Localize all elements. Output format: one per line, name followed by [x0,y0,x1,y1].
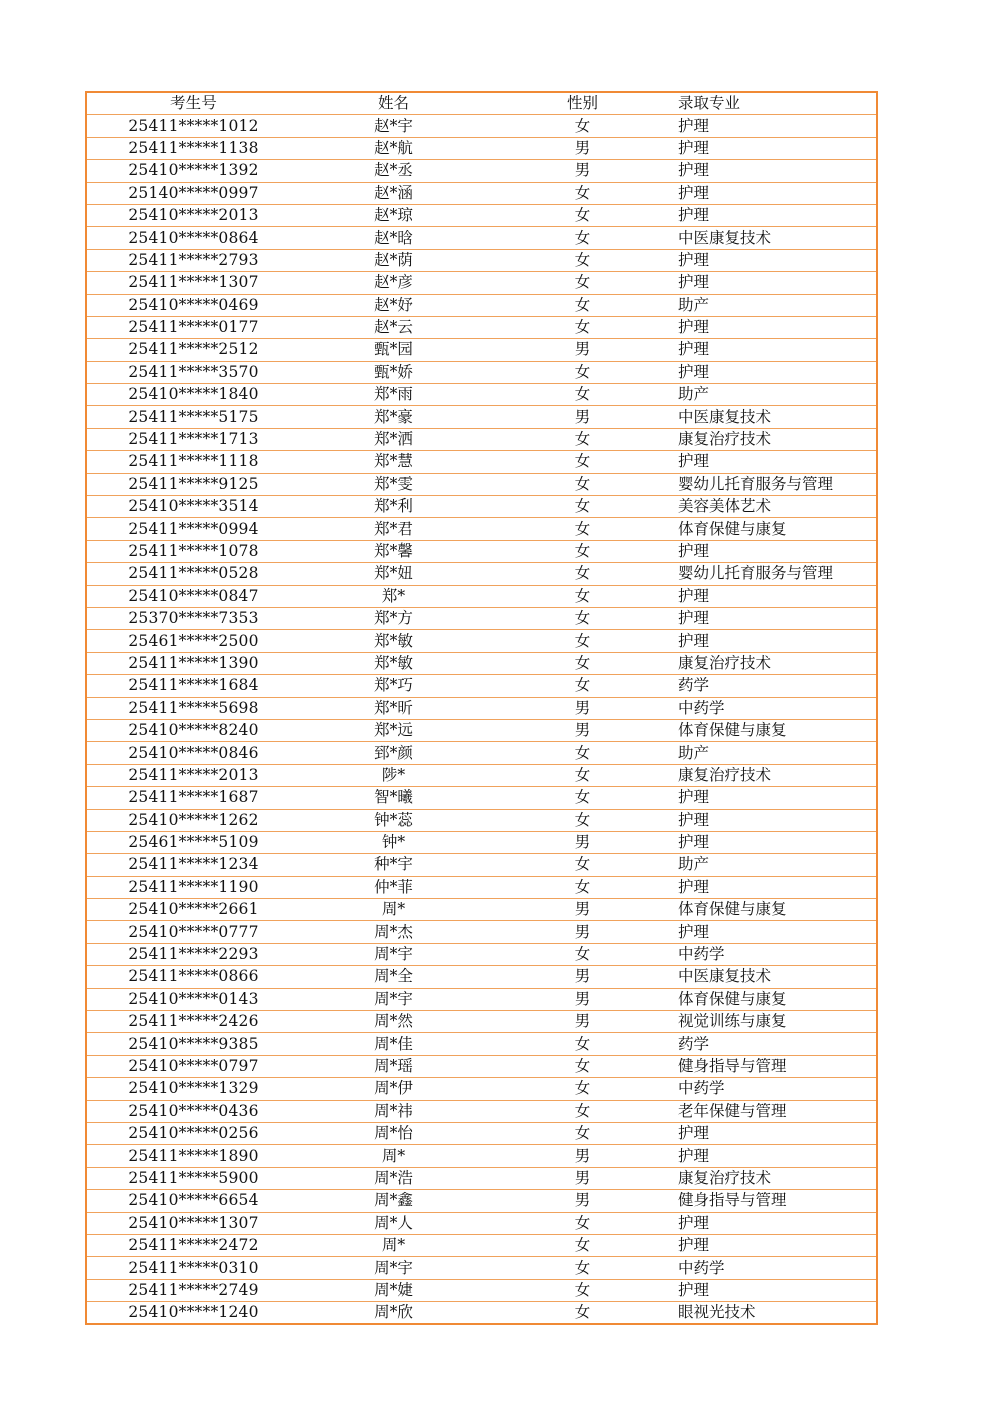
table-row [86,764,877,786]
cell-name: 赵*丞 [300,160,487,182]
cell-candidate-number: 25410*****0143 [86,988,300,1010]
cell-admitted-major: 护理 [678,921,877,943]
cell-name: 周* [300,1145,487,1167]
cell-admitted-major: 助产 [678,384,877,406]
table-row [86,1011,877,1033]
cell-admitted-major: 护理 [678,585,877,607]
cell-admitted-major: 护理 [678,1279,877,1301]
table-row [86,1055,877,1077]
table-row [86,451,877,473]
table-row [86,630,877,652]
cell-gender: 女 [487,1122,678,1144]
cell-name: 智*曦 [300,787,487,809]
cell-name: 郑*巧 [300,675,487,697]
cell-candidate-number: 25411*****0177 [86,316,300,338]
cell-candidate-number: 25411*****1687 [86,787,300,809]
table-row [86,563,877,585]
table-row [86,1234,877,1256]
cell-name: 赵*航 [300,137,487,159]
cell-gender: 男 [487,1167,678,1189]
cell-admitted-major: 助产 [678,742,877,764]
cell-name: 郑*雯 [300,473,487,495]
cell-name: 陟* [300,764,487,786]
cell-name: 周*佳 [300,1033,487,1055]
cell-name: 赵*彦 [300,272,487,294]
table-row [86,1033,877,1055]
cell-candidate-number: 25411*****1012 [86,115,300,137]
cell-admitted-major: 中药学 [678,943,877,965]
table-row [86,518,877,540]
cell-candidate-number: 25410*****0777 [86,921,300,943]
cell-gender: 男 [487,697,678,719]
cell-candidate-number: 25411*****1118 [86,451,300,473]
cell-name: 郑*远 [300,719,487,741]
cell-candidate-number: 25411*****1138 [86,137,300,159]
cell-admitted-major: 护理 [678,115,877,137]
table-row [86,697,877,719]
cell-name: 周*婕 [300,1279,487,1301]
cell-name: 周*欣 [300,1302,487,1325]
cell-candidate-number: 25410*****1392 [86,160,300,182]
cell-candidate-number: 25370*****7353 [86,607,300,629]
cell-name: 周*宇 [300,988,487,1010]
header-gender: 性别 [487,92,678,115]
cell-gender: 女 [487,227,678,249]
cell-candidate-number: 25411*****2793 [86,249,300,271]
cell-admitted-major: 护理 [678,607,877,629]
cell-admitted-major: 药学 [678,1033,877,1055]
cell-gender: 女 [487,540,678,562]
cell-gender: 女 [487,182,678,204]
cell-name: 甄*园 [300,339,487,361]
cell-gender: 女 [487,764,678,786]
cell-name: 赵*涵 [300,182,487,204]
cell-name: 郑*方 [300,607,487,629]
cell-admitted-major: 婴幼儿托育服务与管理 [678,563,877,585]
cell-candidate-number: 25410*****0847 [86,585,300,607]
table-row [86,1145,877,1167]
cell-admitted-major: 婴幼儿托育服务与管理 [678,473,877,495]
table-row [86,137,877,159]
table-row [86,585,877,607]
cell-candidate-number: 25411*****2472 [86,1234,300,1256]
cell-admitted-major: 护理 [678,1122,877,1144]
cell-gender: 女 [487,204,678,226]
cell-admitted-major: 护理 [678,182,877,204]
cell-name: 周*宇 [300,1257,487,1279]
cell-name: 周*浩 [300,1167,487,1189]
table-row [86,496,877,518]
cell-gender: 男 [487,339,678,361]
cell-admitted-major: 护理 [678,540,877,562]
cell-candidate-number: 25410*****0797 [86,1055,300,1077]
cell-name: 郑*雨 [300,384,487,406]
table-row [86,428,877,450]
cell-gender: 女 [487,384,678,406]
cell-gender: 女 [487,1100,678,1122]
table-row [86,787,877,809]
cell-gender: 女 [487,607,678,629]
cell-gender: 男 [487,921,678,943]
cell-candidate-number: 25410*****0469 [86,294,300,316]
cell-admitted-major: 中医康复技术 [678,406,877,428]
cell-candidate-number: 25410*****8240 [86,719,300,741]
cell-admitted-major: 护理 [678,787,877,809]
cell-admitted-major: 护理 [678,272,877,294]
table-row [86,607,877,629]
table-row [86,249,877,271]
cell-candidate-number: 25411*****5900 [86,1167,300,1189]
table-row [86,831,877,853]
table-row [86,1100,877,1122]
cell-gender: 女 [487,675,678,697]
cell-admitted-major: 护理 [678,876,877,898]
cell-gender: 男 [487,137,678,159]
table-row [86,361,877,383]
table-row [86,1122,877,1144]
cell-candidate-number: 25411*****0994 [86,518,300,540]
cell-name: 周*瑶 [300,1055,487,1077]
cell-gender: 女 [487,1212,678,1234]
admission-table [85,91,878,1325]
cell-name: 钟*蕊 [300,809,487,831]
cell-name: 郑*慧 [300,451,487,473]
table-row [86,809,877,831]
cell-gender: 女 [487,1279,678,1301]
cell-admitted-major: 中医康复技术 [678,227,877,249]
cell-name: 郑*君 [300,518,487,540]
cell-candidate-number: 25410*****0436 [86,1100,300,1122]
cell-candidate-number: 25411*****5698 [86,697,300,719]
cell-gender: 女 [487,563,678,585]
table-row [86,1190,877,1212]
cell-gender: 女 [487,809,678,831]
cell-gender: 女 [487,787,678,809]
cell-gender: 女 [487,585,678,607]
cell-admitted-major: 护理 [678,1145,877,1167]
table-row [86,227,877,249]
table-row [86,160,877,182]
table-row [86,854,877,876]
cell-gender: 男 [487,831,678,853]
cell-gender: 女 [487,1257,678,1279]
cell-admitted-major: 中药学 [678,697,877,719]
cell-name: 郑*敏 [300,652,487,674]
cell-candidate-number: 25411*****1390 [86,652,300,674]
table-row [86,1302,877,1325]
cell-admitted-major: 助产 [678,854,877,876]
cell-candidate-number: 25411*****2013 [86,764,300,786]
cell-candidate-number: 25410*****9385 [86,1033,300,1055]
header-candidate-number: 考生号 [86,92,300,115]
cell-admitted-major: 助产 [678,294,877,316]
table-row [86,675,877,697]
cell-gender: 女 [487,1078,678,1100]
table-row [86,1279,877,1301]
cell-gender: 女 [487,742,678,764]
table-row [86,182,877,204]
cell-name: 赵*琼 [300,204,487,226]
table-row [86,406,877,428]
cell-gender: 女 [487,876,678,898]
cell-name: 郑*利 [300,496,487,518]
cell-candidate-number: 25411*****1684 [86,675,300,697]
cell-candidate-number: 25410*****1307 [86,1212,300,1234]
table-row [86,899,877,921]
cell-admitted-major: 中药学 [678,1078,877,1100]
cell-admitted-major: 护理 [678,204,877,226]
cell-gender: 女 [487,518,678,540]
cell-admitted-major: 护理 [678,809,877,831]
cell-gender: 女 [487,1234,678,1256]
cell-gender: 女 [487,652,678,674]
cell-name: 钟* [300,831,487,853]
cell-name: 周*怡 [300,1122,487,1144]
cell-name: 周*伊 [300,1078,487,1100]
cell-admitted-major: 康复治疗技术 [678,764,877,786]
cell-admitted-major: 中医康复技术 [678,966,877,988]
cell-candidate-number: 25410*****1262 [86,809,300,831]
cell-name: 赵*妤 [300,294,487,316]
cell-gender: 男 [487,988,678,1010]
cell-gender: 女 [487,854,678,876]
cell-name: 郑*昕 [300,697,487,719]
cell-gender: 女 [487,428,678,450]
table-row [86,115,877,137]
cell-admitted-major: 体育保健与康复 [678,988,877,1010]
table-row [86,1257,877,1279]
cell-name: 种*宇 [300,854,487,876]
cell-name: 周*宇 [300,943,487,965]
cell-gender: 女 [487,272,678,294]
cell-name: 赵*云 [300,316,487,338]
table-row [86,1212,877,1234]
cell-gender: 女 [487,1033,678,1055]
cell-candidate-number: 25410*****0864 [86,227,300,249]
cell-candidate-number: 25410*****1329 [86,1078,300,1100]
cell-admitted-major: 护理 [678,1234,877,1256]
cell-admitted-major: 体育保健与康复 [678,899,877,921]
table-row [86,204,877,226]
cell-admitted-major: 护理 [678,160,877,182]
cell-admitted-major: 药学 [678,675,877,697]
cell-admitted-major: 视觉训练与康复 [678,1011,877,1033]
cell-gender: 女 [487,473,678,495]
cell-name: 赵*宇 [300,115,487,137]
cell-candidate-number: 25411*****0310 [86,1257,300,1279]
table-row [86,876,877,898]
cell-admitted-major: 护理 [678,316,877,338]
cell-admitted-major: 中药学 [678,1257,877,1279]
table-row [86,921,877,943]
cell-candidate-number: 25411*****3570 [86,361,300,383]
cell-gender: 男 [487,406,678,428]
cell-gender: 男 [487,1011,678,1033]
cell-candidate-number: 25411*****2512 [86,339,300,361]
cell-gender: 女 [487,316,678,338]
cell-candidate-number: 25411*****1307 [86,272,300,294]
cell-admitted-major: 美容美体艺术 [678,496,877,518]
table-row [86,339,877,361]
header-name: 姓名 [300,92,487,115]
cell-admitted-major: 体育保健与康复 [678,719,877,741]
cell-gender: 男 [487,719,678,741]
cell-name: 郑*馨 [300,540,487,562]
cell-candidate-number: 25461*****2500 [86,630,300,652]
table-row [86,742,877,764]
cell-admitted-major: 康复治疗技术 [678,1167,877,1189]
cell-name: 郅*颜 [300,742,487,764]
cell-gender: 男 [487,899,678,921]
cell-candidate-number: 25411*****0528 [86,563,300,585]
cell-admitted-major: 护理 [678,361,877,383]
cell-admitted-major: 眼视光技术 [678,1302,877,1325]
table-row [86,1078,877,1100]
table-row [86,719,877,741]
cell-candidate-number: 25411*****2293 [86,943,300,965]
table-row [86,384,877,406]
cell-candidate-number: 25411*****2426 [86,1011,300,1033]
cell-name: 赵*荫 [300,249,487,271]
cell-admitted-major: 护理 [678,451,877,473]
cell-gender: 女 [487,943,678,965]
table-row [86,316,877,338]
cell-name: 周*人 [300,1212,487,1234]
cell-gender: 男 [487,1190,678,1212]
cell-gender: 女 [487,115,678,137]
cell-gender: 女 [487,361,678,383]
header-admitted-major: 录取专业 [678,92,877,115]
table-row [86,652,877,674]
cell-gender: 女 [487,249,678,271]
cell-candidate-number: 25410*****0846 [86,742,300,764]
cell-name: 郑*洒 [300,428,487,450]
cell-gender: 女 [487,451,678,473]
table-row [86,966,877,988]
cell-admitted-major: 康复治疗技术 [678,428,877,450]
cell-name: 甄*娇 [300,361,487,383]
cell-candidate-number: 25410*****2661 [86,899,300,921]
cell-candidate-number: 25410*****1240 [86,1302,300,1325]
cell-candidate-number: 25411*****2749 [86,1279,300,1301]
cell-candidate-number: 25140*****0997 [86,182,300,204]
cell-candidate-number: 25411*****1713 [86,428,300,450]
cell-candidate-number: 25411*****1234 [86,854,300,876]
cell-admitted-major: 护理 [678,249,877,271]
cell-candidate-number: 25411*****5175 [86,406,300,428]
cell-name: 周*然 [300,1011,487,1033]
cell-name: 周* [300,899,487,921]
cell-name: 周*鑫 [300,1190,487,1212]
table-row [86,988,877,1010]
cell-candidate-number: 25410*****1840 [86,384,300,406]
cell-gender: 女 [487,496,678,518]
cell-candidate-number: 25411*****0866 [86,966,300,988]
cell-admitted-major: 护理 [678,137,877,159]
table-header-row [86,92,877,115]
cell-name: 周*杰 [300,921,487,943]
cell-gender: 女 [487,294,678,316]
cell-name: 郑*豪 [300,406,487,428]
cell-candidate-number: 25410*****3514 [86,496,300,518]
cell-candidate-number: 25411*****9125 [86,473,300,495]
cell-admitted-major: 健身指导与管理 [678,1190,877,1212]
cell-candidate-number: 25411*****1190 [86,876,300,898]
table-row [86,272,877,294]
cell-gender: 男 [487,1145,678,1167]
cell-name: 周*祎 [300,1100,487,1122]
cell-name: 赵*晗 [300,227,487,249]
table-row [86,294,877,316]
table-body [86,115,877,1325]
table-row [86,1167,877,1189]
table-row [86,540,877,562]
cell-name: 周*全 [300,966,487,988]
cell-admitted-major: 健身指导与管理 [678,1055,877,1077]
cell-name: 郑* [300,585,487,607]
cell-name: 郑*妞 [300,563,487,585]
cell-gender: 男 [487,966,678,988]
cell-name: 郑*敏 [300,630,487,652]
cell-gender: 女 [487,630,678,652]
cell-admitted-major: 护理 [678,831,877,853]
cell-admitted-major: 护理 [678,1212,877,1234]
cell-name: 仲*菲 [300,876,487,898]
cell-candidate-number: 25410*****2013 [86,204,300,226]
cell-admitted-major: 康复治疗技术 [678,652,877,674]
cell-gender: 男 [487,160,678,182]
cell-admitted-major: 护理 [678,630,877,652]
cell-gender: 女 [487,1302,678,1325]
cell-name: 周* [300,1234,487,1256]
cell-candidate-number: 25461*****5109 [86,831,300,853]
cell-candidate-number: 25410*****0256 [86,1122,300,1144]
table-row [86,473,877,495]
cell-admitted-major: 体育保健与康复 [678,518,877,540]
cell-candidate-number: 25411*****1078 [86,540,300,562]
table-row [86,943,877,965]
cell-admitted-major: 护理 [678,339,877,361]
cell-candidate-number: 25410*****6654 [86,1190,300,1212]
cell-gender: 女 [487,1055,678,1077]
cell-candidate-number: 25411*****1890 [86,1145,300,1167]
cell-admitted-major: 老年保健与管理 [678,1100,877,1122]
